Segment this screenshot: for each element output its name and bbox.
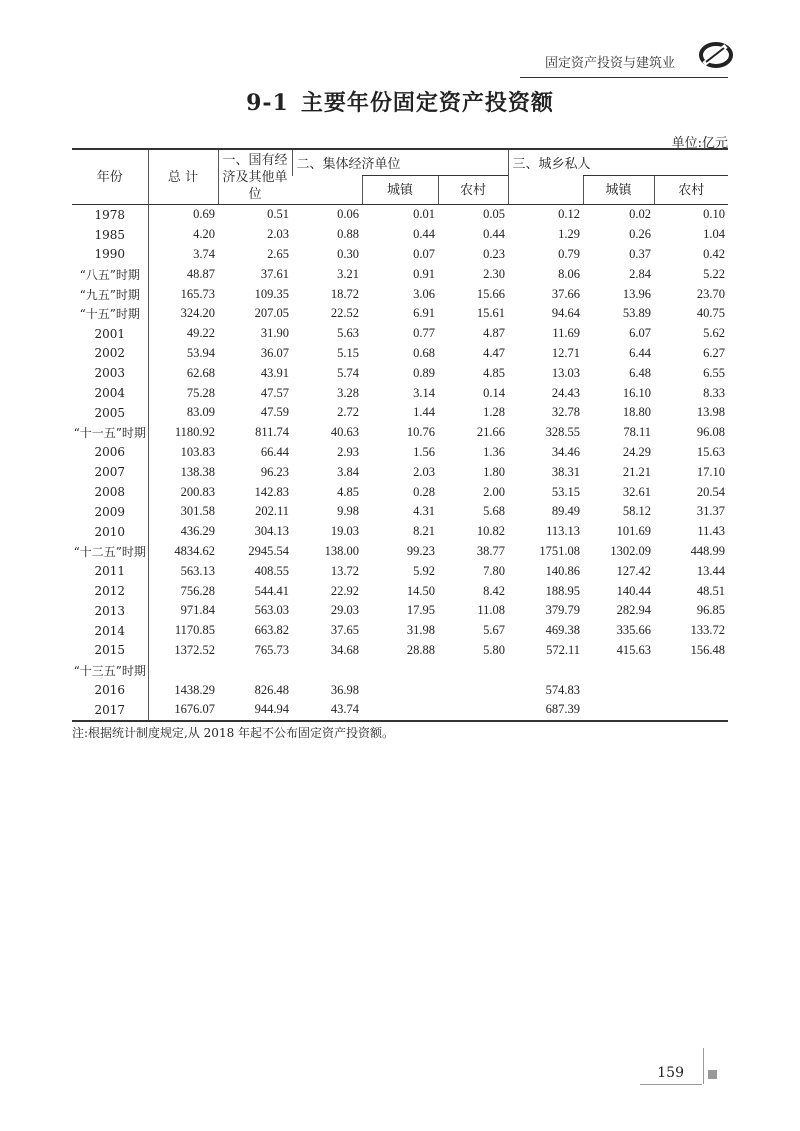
- table-row: [72, 680, 728, 700]
- table-cell: 1.80: [483, 464, 505, 479]
- table-cell: 83.09: [148, 403, 218, 423]
- table-cell: 22.52: [330, 306, 359, 321]
- table-cell: 13.44: [696, 563, 726, 578]
- table-cell: 37.61: [260, 266, 289, 281]
- page-marker-icon: [708, 1070, 717, 1079]
- table-cell: 1.36: [483, 444, 505, 459]
- row-label: 2008: [94, 485, 126, 500]
- table-cell: 5.63: [337, 326, 359, 341]
- table-cell: 49.22: [148, 324, 218, 344]
- row-label: “十三五”时期: [73, 663, 146, 678]
- table-cell: 4.31: [413, 504, 435, 519]
- table-cell: 13.72: [330, 563, 359, 578]
- table-cell: 448.99: [690, 543, 726, 558]
- table-cell: 2.00: [483, 484, 505, 499]
- header-collective-urban: 城镇: [362, 176, 438, 205]
- table-cell: 0.12: [558, 207, 580, 222]
- table-cell: 62.68: [148, 363, 218, 383]
- row-label: 2004: [94, 386, 126, 401]
- table-cell: 96.08: [696, 425, 726, 440]
- row-label: 2012: [94, 584, 126, 599]
- publisher-logo-icon: [698, 40, 734, 70]
- table-cell: 3.84: [337, 464, 359, 479]
- table-cell: 4.47: [483, 345, 505, 360]
- table-row: [72, 621, 728, 641]
- table-cell: [362, 700, 438, 721]
- row-label: 2010: [94, 524, 126, 539]
- header-rule: [520, 77, 728, 78]
- table-cell: 58.12: [622, 504, 651, 519]
- table-cell: 19.03: [330, 524, 359, 539]
- table-cell: [508, 660, 583, 680]
- table-cell: 31.37: [696, 504, 726, 519]
- table-row: [72, 700, 728, 721]
- table-cell: 4.87: [483, 326, 505, 341]
- table-cell: 89.49: [551, 504, 580, 519]
- table-cell: 6.27: [703, 345, 726, 360]
- table-row: [72, 423, 728, 443]
- table-cell: 23.70: [696, 286, 726, 301]
- table-cell: 5.68: [483, 504, 505, 519]
- table-cell: 3.06: [413, 286, 435, 301]
- table-cell: 14.50: [406, 583, 435, 598]
- table-cell: 1.28: [483, 405, 505, 420]
- table-cell: 4.20: [148, 225, 218, 245]
- table-row: [72, 304, 728, 324]
- table-row: [72, 245, 728, 265]
- table-row: [72, 601, 728, 621]
- table-cell: 8.33: [703, 385, 726, 400]
- table-cell: 971.84: [148, 601, 218, 621]
- table-cell: 47.59: [260, 405, 289, 420]
- table-cell: 40.75: [696, 306, 726, 321]
- table-row: [72, 363, 728, 383]
- table-cell: [583, 680, 654, 700]
- table-cell: 5.92: [413, 563, 435, 578]
- table-cell: 138.38: [148, 462, 218, 482]
- table-cell: 48.87: [148, 264, 218, 284]
- table-cell: 138.00: [324, 543, 359, 558]
- table-cell: 0.05: [483, 207, 505, 222]
- header-collective: 二、集体经济单位: [292, 149, 508, 176]
- table-cell: 165.73: [148, 284, 218, 304]
- header-total: 总 计: [148, 149, 218, 205]
- page-rule-vertical: [703, 1048, 704, 1084]
- table-cell: 301.58: [148, 502, 218, 522]
- table-cell: 944.94: [218, 700, 292, 721]
- table-cell: 7.80: [483, 563, 505, 578]
- table-row: [72, 522, 728, 542]
- table-cell: 1.44: [413, 405, 435, 420]
- table-row: [72, 324, 728, 344]
- table-cell: 78.11: [623, 425, 651, 440]
- table-cell: 2.84: [629, 266, 651, 281]
- table-cell: 140.44: [616, 583, 651, 598]
- table-row: [72, 462, 728, 482]
- table-cell: 415.63: [616, 642, 651, 657]
- table-cell: 5.15: [337, 345, 359, 360]
- table-cell: 15.66: [476, 286, 505, 301]
- table-cell: 53.15: [551, 484, 580, 499]
- table-cell: 101.69: [616, 524, 651, 539]
- header-year: 年份: [72, 149, 148, 205]
- table-cell: 563.03: [254, 603, 289, 618]
- table-row: [72, 383, 728, 403]
- table-cell: 28.88: [406, 642, 435, 657]
- table-cell: 15.63: [696, 444, 726, 459]
- table-cell: 1676.07: [148, 700, 218, 721]
- unit-label: 单位:亿元: [671, 136, 728, 151]
- row-label: 2011: [94, 564, 126, 579]
- row-label: 2009: [94, 504, 126, 519]
- table-row: [72, 205, 728, 225]
- table-cell: [148, 660, 218, 680]
- table-cell: 127.42: [616, 563, 651, 578]
- table-cell: 574.83: [545, 682, 580, 697]
- table-cell: 36.07: [260, 345, 289, 360]
- table-cell: 109.35: [254, 286, 289, 301]
- table-cell: 0.37: [629, 246, 651, 261]
- row-label: 2007: [94, 465, 126, 480]
- table-cell: 335.66: [616, 623, 651, 638]
- table-cell: 304.13: [254, 524, 289, 539]
- table-cell: 282.94: [616, 603, 651, 618]
- row-label: 2002: [94, 346, 126, 361]
- table-cell: 5.62: [703, 326, 726, 341]
- table-cell: [292, 660, 362, 680]
- table-cell: 31.98: [406, 623, 435, 638]
- table-cell: 5.22: [703, 266, 726, 281]
- table-cell: 0.42: [703, 246, 726, 261]
- table-cell: 1372.52: [148, 641, 218, 661]
- table-cell: 6.48: [629, 365, 651, 380]
- table-row: [72, 264, 728, 284]
- table-cell: [654, 700, 728, 721]
- table-cell: 11.08: [477, 603, 505, 618]
- table-cell: 8.21: [413, 524, 435, 539]
- table-cell: 113.13: [546, 524, 580, 539]
- table-cell: 6.91: [413, 306, 435, 321]
- table-cell: 1302.09: [610, 543, 651, 558]
- table-cell: 32.78: [551, 405, 580, 420]
- table-cell: 0.28: [413, 484, 435, 499]
- table-cell: 0.23: [483, 246, 505, 261]
- table-row: [72, 443, 728, 463]
- page-title: [0, 86, 800, 117]
- table-cell: 687.39: [508, 700, 583, 721]
- table-cell: 16.10: [622, 385, 651, 400]
- table-cell: [218, 660, 292, 680]
- table-cell: 756.28: [148, 581, 218, 601]
- table-cell: 37.65: [330, 623, 359, 638]
- table-cell: 379.79: [545, 603, 580, 618]
- table-cell: [438, 700, 508, 721]
- table-cell: 37.66: [551, 286, 580, 301]
- table-cell: 47.57: [260, 385, 289, 400]
- table-cell: 53.89: [622, 306, 651, 321]
- table-cell: 40.63: [330, 425, 359, 440]
- table-cell: 0.88: [337, 227, 359, 242]
- table-cell: 31.90: [260, 326, 289, 341]
- table-cell: 13.96: [622, 286, 651, 301]
- table-cell: 43.91: [260, 365, 289, 380]
- table-cell: 207.05: [254, 306, 289, 321]
- table-cell: 32.61: [622, 484, 651, 499]
- table-cell: 2.30: [483, 266, 505, 281]
- table-cell: 15.61: [476, 306, 505, 321]
- table-cell: 1751.08: [539, 543, 580, 558]
- page-rule: [640, 1084, 702, 1085]
- table-cell: 9.98: [337, 504, 359, 519]
- row-label: 2017: [72, 700, 148, 721]
- table-cell: 48.51: [696, 583, 726, 598]
- table-row: [72, 284, 728, 304]
- table-cell: 1.56: [413, 444, 435, 459]
- table-cell: 13.98: [696, 405, 726, 420]
- table-cell: 200.83: [148, 482, 218, 502]
- table-cell: 24.29: [622, 444, 651, 459]
- table-row: [72, 542, 728, 562]
- table-cell: [583, 700, 654, 721]
- table-cell: 2.93: [337, 444, 359, 459]
- table-cell: 0.44: [483, 227, 505, 242]
- table-cell: 21.66: [476, 425, 505, 440]
- table-cell: 13.03: [551, 365, 580, 380]
- row-label: “十二五”时期: [73, 544, 146, 559]
- table-cell: [362, 680, 438, 700]
- row-label: “八五”时期: [79, 267, 140, 282]
- row-label: 2003: [94, 366, 126, 381]
- table-cell: 469.38: [545, 623, 580, 638]
- table-cell: 17.95: [406, 603, 435, 618]
- row-label: 2001: [94, 326, 126, 341]
- table-cell: 1180.92: [148, 423, 218, 443]
- table-cell: 21.21: [622, 464, 651, 479]
- table-cell: 142.83: [254, 484, 289, 499]
- table-cell: 1.04: [703, 227, 726, 242]
- table-cell: 8.06: [558, 266, 580, 281]
- footnote: 注:根据统计制度规定,从 2018 年起不公布固定资产投资额。: [72, 726, 395, 740]
- table-cell: 6.55: [703, 365, 726, 380]
- table-row: [72, 344, 728, 364]
- table-cell: 75.28: [148, 383, 218, 403]
- table-cell: 0.79: [558, 246, 580, 261]
- table-cell: 436.29: [148, 522, 218, 542]
- table-cell: 11.69: [552, 326, 580, 341]
- table-cell: 156.48: [690, 642, 726, 657]
- table-cell: 572.11: [546, 642, 580, 657]
- table-cell: 826.48: [254, 682, 289, 697]
- row-label: 1985: [94, 227, 126, 242]
- table-cell: 5.74: [337, 365, 359, 380]
- table-cell: 1170.85: [148, 621, 218, 641]
- table-cell: 6.44: [629, 345, 651, 360]
- table-cell: 0.07: [413, 246, 435, 261]
- table-cell: 29.03: [330, 603, 359, 618]
- table-cell: 0.26: [629, 227, 651, 242]
- table-cell: 22.92: [330, 583, 359, 598]
- row-label: 1978: [94, 207, 126, 222]
- table-cell: 53.94: [148, 344, 218, 364]
- table-cell: 188.95: [545, 583, 580, 598]
- table-cell: [362, 660, 438, 680]
- table-cell: 20.54: [696, 484, 726, 499]
- table-cell: 2.03: [413, 464, 435, 479]
- table-row: [72, 502, 728, 522]
- header-collective-rural: 农村: [438, 176, 508, 205]
- table-cell: 2.03: [267, 227, 289, 242]
- table-cell: 765.73: [254, 642, 289, 657]
- table-title: 主要年份固定资产投资额: [300, 90, 554, 116]
- header-private-rural: 农村: [654, 176, 728, 205]
- table-row: [72, 660, 728, 680]
- table-cell: 0.89: [413, 365, 435, 380]
- table-cell: 328.55: [545, 425, 580, 440]
- row-label: 2015: [94, 643, 126, 658]
- table-row: [72, 482, 728, 502]
- header-state-owned: 一、国有经济及其他单位: [218, 149, 292, 205]
- table-cell: 1.29: [558, 227, 580, 242]
- table-cell: 36.98: [330, 682, 359, 697]
- row-label: “十一五”时期: [73, 426, 146, 441]
- table-cell: 3.74: [148, 245, 218, 265]
- table-cell: 34.46: [551, 444, 580, 459]
- table-cell: [438, 660, 508, 680]
- table-cell: 5.80: [483, 642, 505, 657]
- table-cell: 34.68: [330, 642, 359, 657]
- table-cell: 2945.54: [248, 543, 289, 558]
- table-row: [72, 561, 728, 581]
- table-cell: 0.14: [483, 385, 505, 400]
- row-label: 2016: [94, 683, 126, 698]
- table-cell: 11.43: [697, 524, 726, 539]
- table-cell: 8.42: [483, 583, 505, 598]
- table-row: [72, 641, 728, 661]
- header-private: 三、城乡私人: [508, 149, 728, 176]
- table-cell: 140.86: [545, 563, 580, 578]
- row-label: 2014: [94, 623, 126, 638]
- row-label: 1990: [94, 247, 126, 262]
- running-header: 固定资产投资与建筑业: [545, 56, 676, 71]
- row-label: 2005: [94, 405, 126, 420]
- table-cell: 96.85: [696, 603, 726, 618]
- table-cell: 2.72: [337, 405, 359, 420]
- table-cell: 43.74: [292, 700, 362, 721]
- table-cell: 38.31: [551, 464, 580, 479]
- table-cell: 38.77: [476, 543, 505, 558]
- table-cell: 10.76: [406, 425, 435, 440]
- table-cell: 18.80: [622, 405, 651, 420]
- table-cell: 811.74: [255, 425, 289, 440]
- table-cell: 202.11: [255, 504, 289, 519]
- table-cell: 324.20: [148, 304, 218, 324]
- table-cell: 18.72: [330, 286, 359, 301]
- table-cell: 544.41: [254, 583, 289, 598]
- investment-table: [72, 148, 728, 722]
- table-number: 9-1: [246, 90, 289, 116]
- table-row: [72, 403, 728, 423]
- table-cell: 663.82: [254, 623, 289, 638]
- table-cell: 96.23: [260, 464, 289, 479]
- table-cell: 408.55: [254, 563, 289, 578]
- table-cell: 0.68: [413, 345, 435, 360]
- table-cell: 0.69: [148, 205, 218, 225]
- table-cell: 0.10: [703, 207, 726, 222]
- table-cell: 2.65: [267, 246, 289, 261]
- table-cell: [438, 680, 508, 700]
- table-cell: 4834.62: [148, 542, 218, 562]
- table-cell: 99.23: [406, 543, 435, 558]
- table-cell: 0.51: [267, 207, 289, 222]
- table-cell: 6.07: [629, 326, 651, 341]
- table-cell: 563.13: [148, 561, 218, 581]
- table-cell: [583, 660, 654, 680]
- table-cell: 0.77: [413, 326, 435, 341]
- table-cell: 103.83: [148, 443, 218, 463]
- table-cell: 10.82: [476, 524, 505, 539]
- row-label: 2013: [94, 603, 126, 618]
- table-cell: 0.30: [337, 246, 359, 261]
- table-cell: 3.21: [337, 266, 359, 281]
- table-cell: 4.85: [337, 484, 359, 499]
- table-cell: 3.14: [413, 385, 435, 400]
- table-cell: [654, 680, 728, 700]
- row-label: 2006: [94, 445, 126, 460]
- table-cell: 0.01: [413, 207, 435, 222]
- table-cell: 3.28: [337, 385, 359, 400]
- table-row: [72, 581, 728, 601]
- row-label: “十五”时期: [79, 307, 140, 322]
- table-cell: 0.06: [337, 207, 359, 222]
- page-number: 159: [657, 1065, 684, 1081]
- table-cell: [654, 660, 728, 680]
- table-cell: 133.72: [690, 623, 726, 638]
- header-private-urban: 城镇: [583, 176, 654, 205]
- table-cell: 0.02: [629, 207, 651, 222]
- table-row: [72, 225, 728, 245]
- table-cell: 17.10: [696, 464, 726, 479]
- row-label: “九五”时期: [79, 287, 140, 302]
- table-cell: 12.71: [551, 345, 580, 360]
- table-cell: 24.43: [551, 385, 580, 400]
- table-cell: 66.44: [260, 444, 289, 459]
- table-cell: 5.67: [483, 623, 505, 638]
- header-spacer: [292, 176, 362, 205]
- table-cell: 4.85: [483, 365, 505, 380]
- table-cell: 0.91: [413, 266, 435, 281]
- table-cell: 0.44: [413, 227, 435, 242]
- table-cell: 94.64: [551, 306, 580, 321]
- table-cell: 1438.29: [148, 680, 218, 700]
- table-body: [72, 205, 728, 721]
- header-spacer: [508, 176, 583, 205]
